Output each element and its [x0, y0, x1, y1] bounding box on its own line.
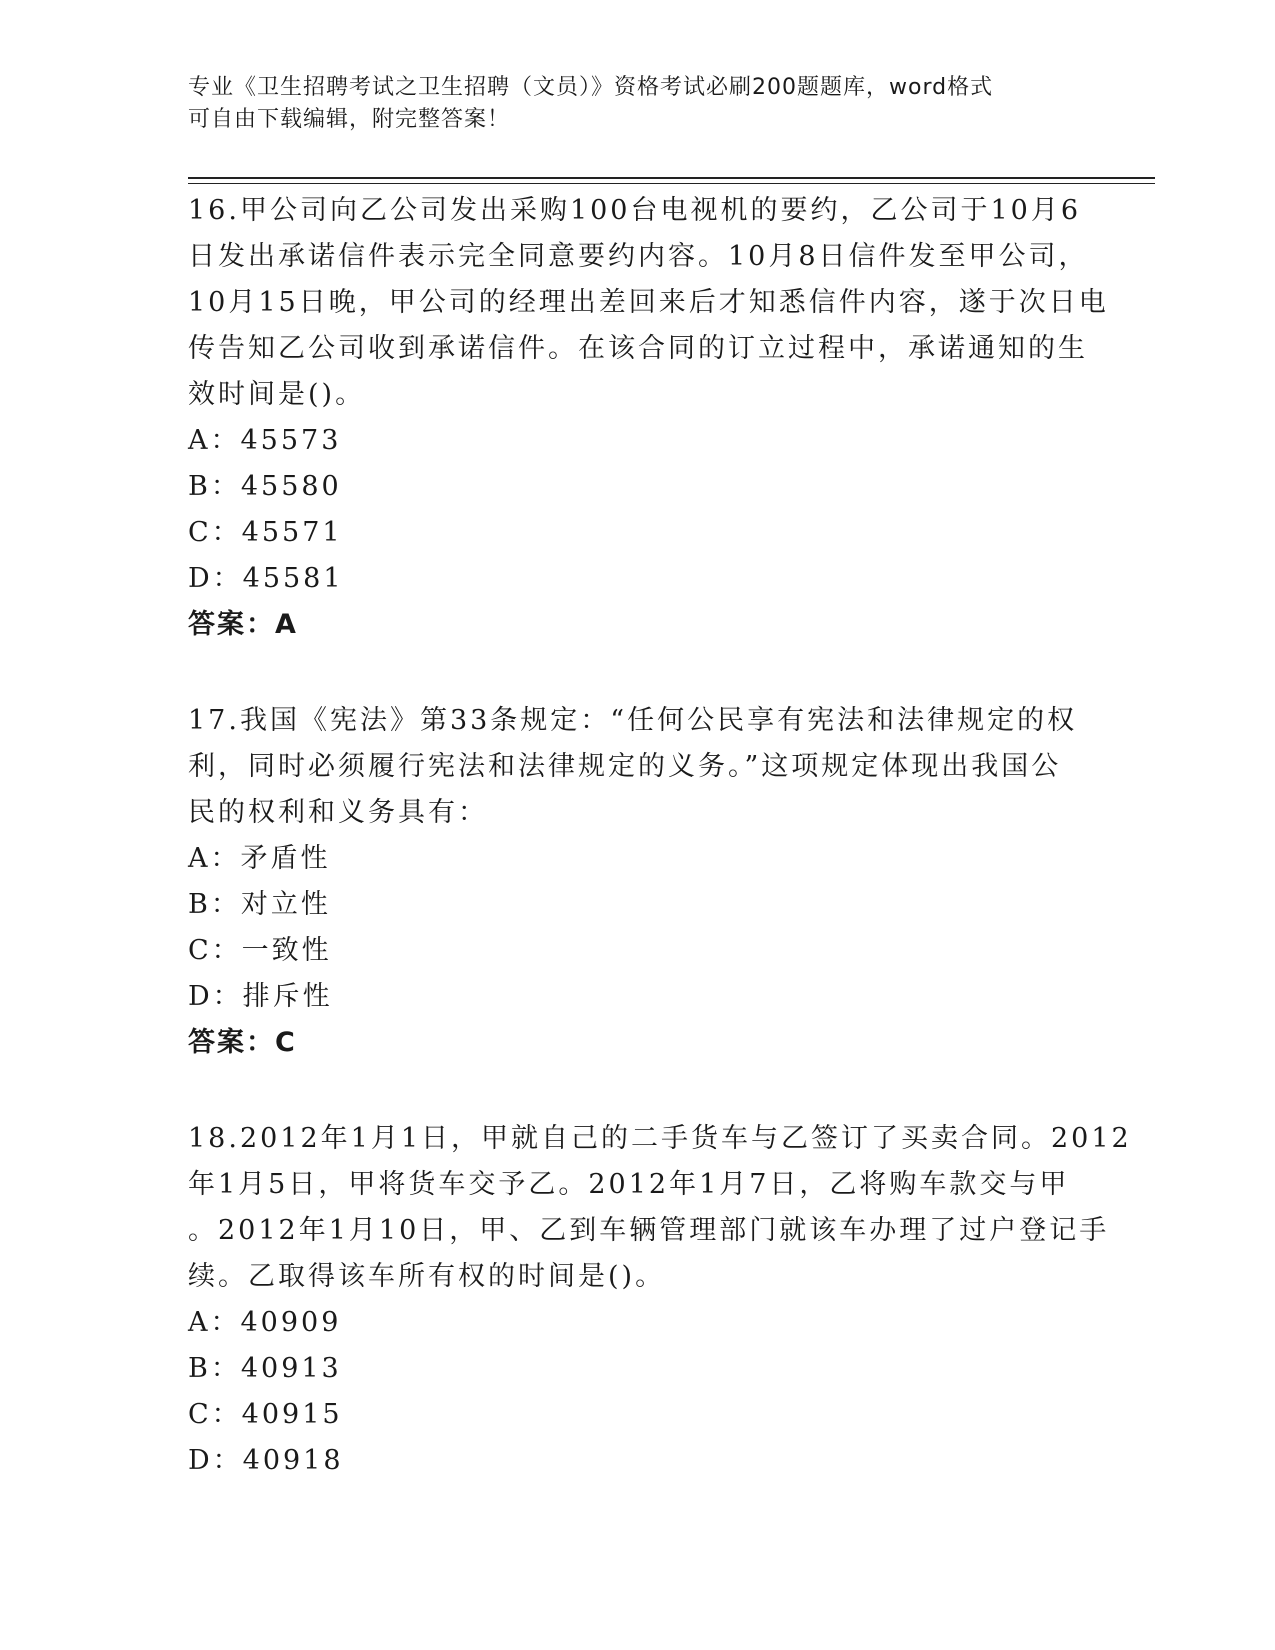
question-stem [188, 188, 1109, 418]
stem-line: 10月15日晚，甲公司的经理出差回来后才知悉信件内容，遂于次日电 [188, 287, 1109, 318]
stem-line: 。2012年1月10日，甲、乙到车辆管理部门就该车办理了过户登记手 [188, 1215, 1110, 1246]
option-c: C：45571 [188, 517, 343, 548]
stem-line: 年1月5日，甲将货车交予乙。2012年1月7日，乙将购车款交与甲 [188, 1169, 1070, 1200]
stem-line: 日发出承诺信件表示完全同意要约内容。10月8日信件发至甲公司， [188, 241, 1089, 272]
option-b: B：45580 [188, 471, 342, 502]
option-a: A：矛盾性 [188, 843, 331, 874]
question-list [188, 188, 1132, 1534]
answer: 答案：A [188, 609, 298, 640]
option-d: D：40918 [188, 1445, 344, 1476]
stem-line: 18.2012年1月1日，甲就自己的二手货车与乙签订了买卖合同。2012 [188, 1123, 1132, 1154]
document-header [188, 72, 1088, 136]
option-d: D：45581 [188, 563, 344, 594]
stem-line: 传告知乙公司收到承诺信件。在该合同的订立过程中，承诺通知的生 [188, 333, 1088, 364]
option-a: A：40909 [188, 1307, 342, 1338]
option-b: B：对立性 [188, 889, 331, 920]
question-18 [188, 1116, 1132, 1484]
header-divider-thick [188, 177, 1155, 179]
question-17 [188, 698, 1088, 1066]
stem-line: 续。乙取得该车所有权的时间是()。 [188, 1261, 666, 1292]
stem-line: 利，同时必须履行宪法和法律规定的义务。”这项规定体现出我国公 [188, 751, 1062, 782]
option-b: B：40913 [188, 1353, 342, 1384]
header-line-2: 可自由下载编辑，附完整答案！ [188, 107, 511, 132]
question-stem [188, 698, 1088, 836]
option-d: D：排斥性 [188, 981, 333, 1012]
stem-line: 效时间是()。 [188, 379, 366, 410]
stem-line: 17.我国《宪法》第33条规定：“任何公民享有宪法和法律规定的权 [188, 705, 1078, 736]
stem-line: 16.甲公司向乙公司发出采购100台电视机的要约，乙公司于10月6 [188, 195, 1082, 226]
option-c: C：一致性 [188, 935, 332, 966]
option-a: A：45573 [188, 425, 342, 456]
header-divider-thin [188, 183, 1155, 184]
stem-line: 民的权利和义务具有： [188, 797, 488, 828]
question-stem [188, 1116, 1132, 1300]
option-c: C：40915 [188, 1399, 343, 1430]
question-16 [188, 188, 1109, 648]
answer: 答案：C [188, 1027, 297, 1058]
header-line-1: 专业《卫生招聘考试之卫生招聘（文员）》资格考试必刷200题题库，word格式 [188, 75, 994, 100]
